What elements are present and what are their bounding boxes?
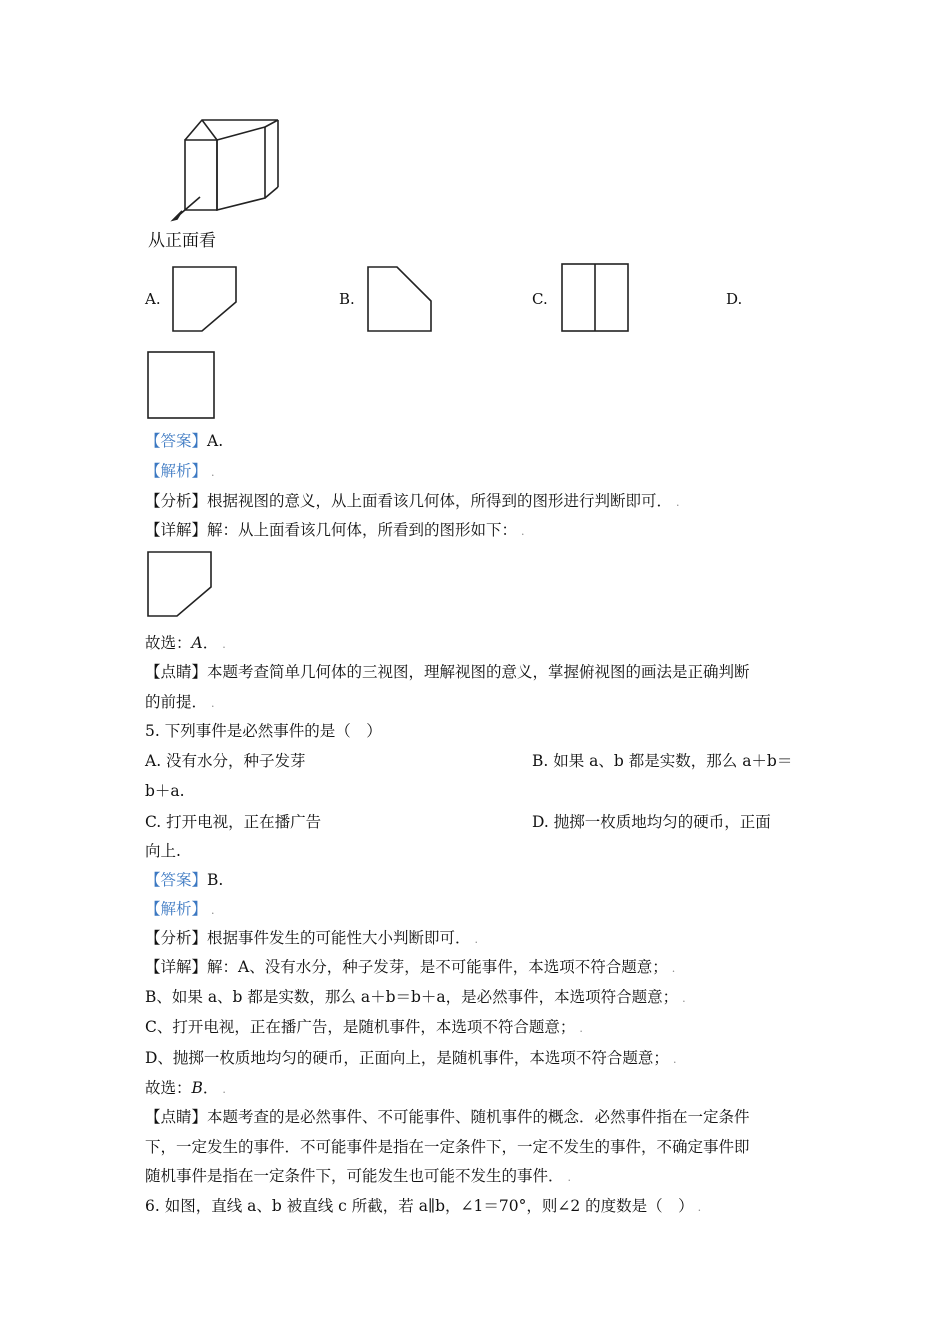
option-c-label: C. [532, 290, 548, 308]
option-b-label: B. [339, 290, 355, 308]
option-b-figure [367, 266, 433, 333]
option-d-label: D. [726, 290, 743, 308]
q5-detail-line2: B、如果 a、b 都是实数，那么 a＋b＝b＋a，是必然事件，本选项符合题意； . [145, 988, 686, 1006]
q4-dianjing-line1: 【点睛】本题考查简单几何体的三视图，理解视图的意义，掌握俯视图的画法是正确判断 [145, 663, 750, 681]
front-face [185, 140, 217, 210]
option-c-figure [561, 263, 629, 332]
q5-option-a: A. 没有水分，种子发芽 [145, 752, 306, 770]
top-edge [185, 120, 278, 140]
view-direction-label: 从正面看 [148, 231, 216, 251]
q5-answer-line: 【答案】B. [145, 871, 224, 889]
q5-fenxi-line: 【分析】根据事件发生的可能性大小判断即可． . [145, 929, 479, 947]
q4-analysis-line: 【解析】 . [145, 462, 215, 480]
q5-dianjing-line1: 【点睛】本题考查的是必然事件、不可能事件、随机事件的概念．必然事件指在一定条件 [145, 1108, 750, 1126]
q5-choice-line: 故选：B． . [145, 1079, 226, 1097]
q5-option-b-line1: B. 如果 a、b 都是实数，那么 a＋b＝ [532, 752, 793, 770]
answer-value: A. [207, 432, 224, 450]
q5-option-d-line1: D. 抛掷一枚质地均匀的硬币，正面 [532, 813, 771, 831]
option-d-figure [147, 351, 215, 419]
q6-stem: 6. 如图，直线 a、b 被直线 c 所截，若 a∥b，∠1＝70°，则∠2 的度数是（ ） . [145, 1197, 702, 1215]
q5-stem: 5. 下列事件是必然事件的是（ ） [145, 722, 382, 740]
option-a-figure [172, 266, 238, 333]
q5-detail-line1: 【详解】解：A、没有水分，种子发芽，是不可能事件，本选项不符合题意； . [145, 958, 676, 976]
side-face [217, 127, 265, 210]
q4-choice-line: 故选：A． . [145, 634, 226, 652]
q5-option-c: C. 打开电视，正在播广告 [145, 813, 322, 831]
answer-tag: 【答案】 [145, 432, 208, 450]
q4-dianjing-line2: 的前提． . [145, 693, 215, 711]
q5-dianjing-line2: 下，一定发生的事件．不可能事件是指在一定条件下，一定不发生的事件，不确定事件即 [145, 1138, 750, 1156]
q4-top-view-figure [147, 551, 213, 618]
q5-option-b-line2: b＋a. [145, 782, 185, 800]
q4-fenxi-line: 【分析】根据视图的意义，从上面看该几何体，所得到的图形进行判断即可． . [145, 492, 680, 510]
q5-option-d-line2: 向上. [145, 842, 181, 860]
arrow-head-icon [173, 211, 182, 220]
q5-detail-line4: D、抛掷一枚质地均匀的硬币，正面向上，是随机事件，本选项不符合题意； . [145, 1049, 677, 1067]
option-a-label: A. [145, 290, 161, 308]
dianjing-tag: 【点睛】 [145, 663, 208, 681]
fenxi-text: 根据视图的意义，从上面看该几何体，所得到的图形进行判断即可． [207, 492, 673, 510]
detail-tag: 【详解】 [145, 521, 208, 539]
q5-detail-line3: C、打开电视，正在播广告，是随机事件，本选项不符合题意； . [145, 1018, 583, 1036]
detail-text: 解：从上面看该几何体，所看到的图形如下： [207, 521, 518, 539]
q5-dianjing-line3: 随机事件是指在一定条件下，可能发生也可能不发生的事件． . [145, 1167, 572, 1185]
fenxi-tag: 【分析】 [145, 492, 208, 510]
q4-answer-line [145, 430, 223, 452]
q4-detail-line: 【详解】解：从上面看该几何体，所看到的图形如下： . [145, 521, 525, 539]
solid-figure [170, 115, 290, 225]
q5-analysis-line: 【解析】 . [145, 900, 215, 918]
analysis-tag: 【解析】 [145, 462, 208, 480]
